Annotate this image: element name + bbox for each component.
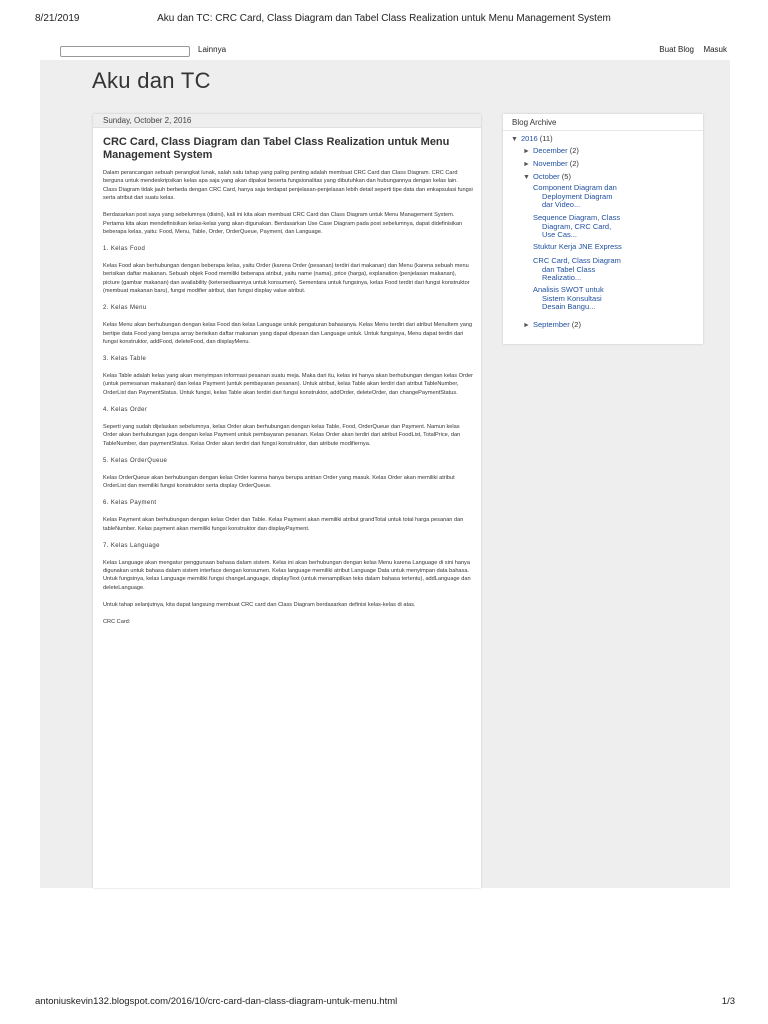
print-date: 8/21/2019 [35, 13, 80, 24]
section-heading: 3. Kelas Table [103, 356, 147, 363]
archive-post-line[interactable]: Diagram, CRC Card, [542, 221, 612, 231]
archive-month-december[interactable] [523, 146, 579, 155]
archive-post-line[interactable]: Stuktur Kerja JNE Express [533, 242, 622, 251]
print-header [0, 13, 768, 27]
archive-post-line[interactable]: Component Diagram dan [533, 183, 617, 192]
archive-count: (5) [561, 172, 571, 181]
section-heading: 4. Kelas Order [103, 406, 148, 413]
archive-post-link[interactable] [533, 243, 653, 252]
post-column [93, 114, 481, 888]
print-page-number: 1/3 [721, 996, 735, 1007]
expand-toggle-icon[interactable]: ► [523, 322, 530, 329]
archive-post-line[interactable]: Deployment Diagram [542, 191, 613, 201]
archive-count: (2) [569, 159, 579, 168]
archive-post-line[interactable]: Analisis SWOT untuk [533, 285, 604, 294]
archive-month-label[interactable]: October [533, 172, 560, 181]
archive-post-line[interactable]: Desain Bangu... [542, 302, 596, 312]
archive-month-label[interactable]: December [533, 146, 568, 155]
create-blog-link[interactable]: Buat Blog [659, 45, 694, 54]
archive-post-line[interactable]: dan Tabel Class [542, 264, 596, 274]
post-date: Sunday, October 2, 2016 [93, 114, 481, 128]
expand-toggle-icon[interactable]: ▼ [523, 174, 530, 181]
archive-post-line[interactable]: Realizatio... [542, 273, 582, 283]
archive-post-link[interactable] [533, 214, 643, 240]
search-input[interactable] [60, 46, 190, 57]
post-paragraph: Kelas Language akan mengatur penggunaan bahasa dalam sistem. Kelas ini akan berhubungan dengan kelas Menu karena Language di sini hanya digunakan untuk bahasa dalam sistem interface dengan konsumen. Kelas language memiliki atribut Language Data untuk menyimpan data bahasa. Untuk fungsinya, kelas Language memiliki fungsi changeLanguage, displayText (untuk menampilkan teks dalam bahasa tertentu), addLanguage dan deleteLanguage. [103, 559, 471, 591]
archive-month-september[interactable] [523, 320, 581, 329]
archive-year-2016[interactable] [511, 134, 553, 143]
archive-month-november[interactable] [523, 159, 579, 168]
archive-month-label[interactable]: September [533, 320, 570, 329]
archive-post-link[interactable] [533, 184, 643, 210]
archive-year-label[interactable]: 2016 [521, 134, 538, 143]
archive-post-link[interactable] [533, 286, 643, 312]
archive-post-line[interactable]: dar Video... [542, 200, 581, 210]
post-paragraph: Kelas Menu akan berhubungan dengan kelas Food dan kelas Language untuk pengaturan bahasanya. Kelas Menu terdiri dari atribut MenuItem yang bertipe data Food yang berupa array berisikan daftar makanan yang dapat dipesan dan Language untuk. Untuk fungsinya, Menu dapat terdiri dari fungsi konstruktor, addFood, deleteFood, dan displayMenu. [103, 322, 473, 346]
archive-post-link-current[interactable] [533, 257, 643, 283]
expand-toggle-icon[interactable]: ► [523, 148, 530, 155]
expand-toggle-icon[interactable]: ► [523, 161, 530, 168]
print-title: Aku dan TC: CRC Card, Class Diagram dan Tabel Class Realization untuk Menu Management System [157, 13, 611, 24]
post-paragraph: Kelas OrderQueue akan berhubungan dengan kelas Order karena hanya berupa antrian Order yang masuk. Kelas Order akan memiliki atribut OrderList dan memiliki fungsi konstruktor serta display OrderQueue. [103, 474, 455, 490]
post-title: CRC Card, Class Diagram dan Tabel Class Realization untuk Menu Management System [103, 136, 450, 161]
divider [503, 130, 703, 131]
section-heading: 6. Kelas Payment [103, 500, 157, 507]
post-body [103, 169, 473, 635]
post-paragraph: Dalam perancangan sebuah perangkat lunak, salah satu tahap yang paling penting adalah membuat CRC Card dan Class Diagram. CRC Card berguna untuk mendeskripsikan kelas apa saja yang akan dipakai beserta fungsionalitas yang dibutuhkan dan hubungannya dengan kelas lain. Class Diagram tidak jauh berbeda dengan CRC Card, hanya saja terdapat penjelasan-penjelasan lebih detail seperti tipe data dan enkapsulasi fungsi serta atribut dari suatu kelas. [103, 170, 473, 202]
archive-post-line[interactable]: Sequence Diagram, Class [533, 213, 621, 222]
blog-title[interactable]: Aku dan TC [92, 68, 211, 93]
archive-post-line[interactable]: Use Cas... [542, 230, 578, 240]
post-paragraph: Kelas Table adalah kelas yang akan menyimpan informasi pesanan suatu meja. Maka dari itu, kelas ini hanya akan berhubungan dengan kelas Order (untuk pemesanan makanan) dan kelas Payment (untuk pembayaran pesanan). Untuk atribut, kelas Table akan terdiri dari atribut TableNumber, OrderList dan PaymentStatus. Untuk fungsi, kelas Table akan terdiri dari fungsi konstruktor, addOrder, deleteOrder, dan changePaymentStatus. [103, 373, 473, 396]
section-heading: 2. Kelas Menu [103, 305, 147, 312]
crc-card-label: CRC Card: [103, 618, 131, 625]
archive-month-label[interactable]: November [533, 159, 568, 168]
section-heading: 7. Kelas Language [103, 542, 160, 549]
section-heading: 1. Kelas Food [103, 246, 146, 253]
print-url: antoniuskevin132.blogspot.com/2016/10/crc-card-dan-class-diagram-untuk-menu.html [35, 996, 398, 1007]
print-footer [0, 996, 768, 1010]
post-paragraph: Kelas Food akan berhubungan dengan beberapa kelas, yaitu Order (karena Order (pesanan) terdiri dari makanan) dan Menu (karena sebuah menu berisikan daftar makanan. Sebuah objek Food memiliki beberapa atribut, yaitu name (nama), price (harga), explanation (penjelasan makanan), picture (gambar makanan) dan availability (ketersediaannya untuk konsumen). Sementara untuk fungsinya, kelas Food terdiri dari fungsi konstruktor (membuat makanan baru), fungsi modifier atribut, dan fungsi display value atribut. [103, 263, 470, 295]
sidebar-blog-archive [503, 114, 703, 344]
archive-post-line[interactable]: CRC Card, Class Diagram [533, 256, 621, 265]
login-link[interactable]: Masuk [703, 45, 727, 54]
archive-count: (2) [571, 320, 581, 329]
blogger-navbar [40, 44, 730, 60]
expand-toggle-icon[interactable]: ▼ [511, 136, 518, 143]
post-paragraph: Berdasarkan post saya yang sebelumnya (disini), kali ini kita akan membuat CRC Card dan Class Diagram untuk Menu Management System. Pertama kita akan mendefinisikan kelas-kelas yang akan digunakan. Berdasarkan Use Case Diagram pada post sebelumnya, dapat didefinisikan beberapa kelas, yaitu: Food, Menu, Table, Order, OrderQueue, Payment, dan Language. [103, 212, 463, 236]
archive-post-line[interactable]: Sistem Konsultasi [542, 293, 602, 303]
archive-count: (2) [569, 146, 579, 155]
post-paragraph: Kelas Payment akan berhubungan dengan kelas Order dan Table. Kelas Payment akan memiliki atribut grandTotal untuk total harga pesanan dan tableNumber. Kelas payment akan memiliki fungsi konstruktor dan displayPayment. [103, 517, 464, 532]
post-paragraph: Seperti yang sudah dijelaskan sebelumnya, kelas Order akan berhubungan dengan kelas Table, Food, OrderQueue dan Payment. Namun kelas Order akan berhubungan juga dengan kelas Payment untuk pembayaran pesanan. Kelas Order akan terdiri dari atribut FoodList, TotalPrice, dan TableNumber, dan paymentStatus. Kelas Order akan terdiri dari fungsi konstruktor, dan atribute modifiernya. [103, 423, 461, 447]
archive-month-october[interactable] [523, 172, 571, 181]
section-heading: 5. Kelas OrderQueue [103, 457, 168, 464]
sidebar-title: Blog Archive [512, 118, 557, 127]
archive-count: (11) [539, 134, 553, 143]
next-blog-link[interactable]: Lainnya [198, 45, 227, 54]
post-paragraph: Untuk tahap selanjutnya, kita dapat langsung membuat CRC card dan Class Diagram berdasarkan definisi kelas-kelas di atas. [103, 601, 416, 608]
